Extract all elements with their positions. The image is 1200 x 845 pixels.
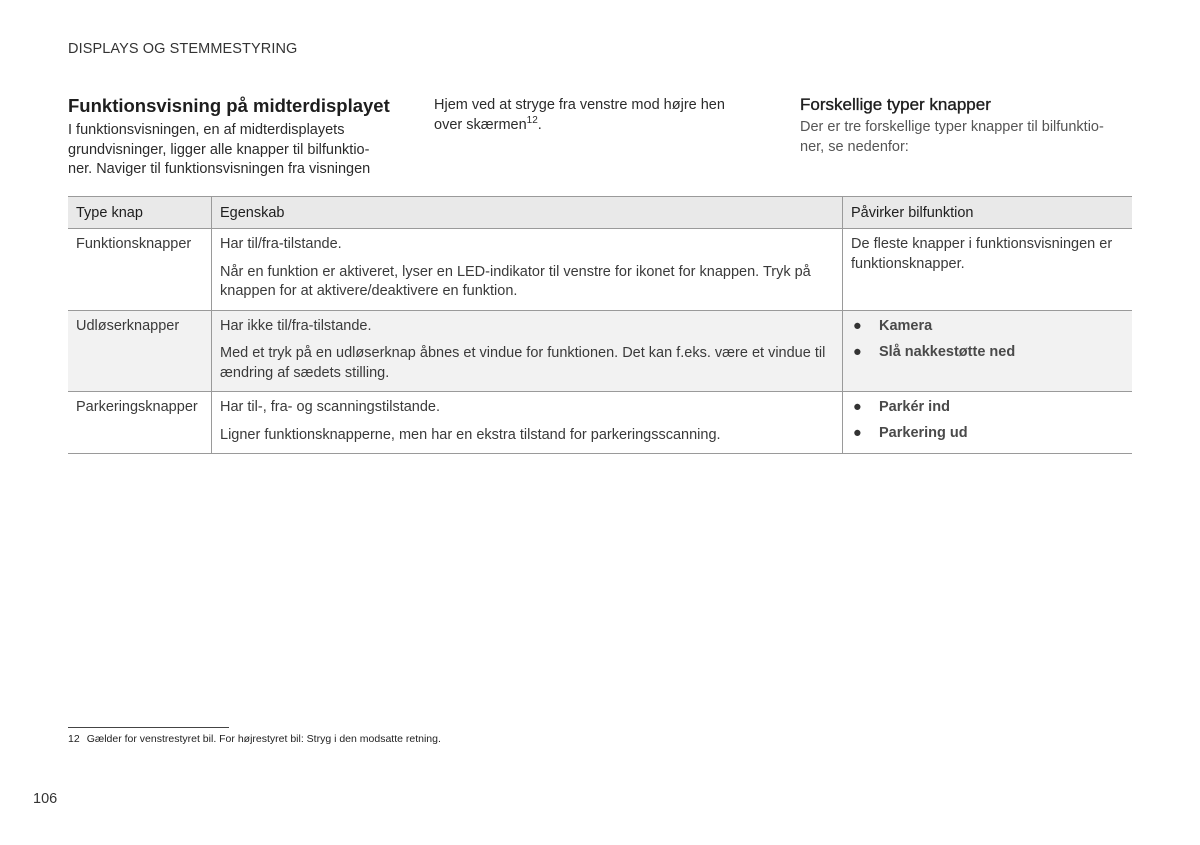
intro-line: Hjem ved at stryge fra venstre mod højre hen (434, 97, 725, 113)
list-item (851, 317, 1124, 337)
footnote-number: 12 (68, 733, 80, 745)
intro-line: ner. Naviger til funktionsvisningen fra visningen (68, 161, 371, 177)
bullet-icon: ● (853, 399, 862, 415)
table-header-row (68, 197, 1132, 229)
bullet-icon: ● (853, 343, 862, 360)
button-types-table (68, 196, 1132, 454)
types-line: Der er tre forskellige typer knapper til bilfunktio- (800, 119, 1104, 135)
table-row (68, 229, 1132, 311)
column-header-type: Type knap (68, 197, 212, 229)
bullet-icon: ● (853, 317, 862, 334)
footnote-divider (68, 727, 229, 728)
list-item (851, 343, 1124, 363)
property-text: Har til/fra-tilstande. (220, 236, 342, 252)
cell-type: Udløserknapper (68, 310, 212, 392)
types-column (800, 94, 1130, 157)
property-text: Ligner funktionsknapperne, men har en ekstra tilstand for parkeringsscanning. (220, 426, 721, 443)
list-item (851, 424, 1124, 444)
intro-line: over skærmen (434, 116, 527, 133)
cell-type: Funktionsknapper (68, 229, 212, 311)
intro-text-1 (68, 121, 398, 180)
intro-punctuation: . (537, 116, 542, 133)
property-text: Med et tryk på en udløserknap åbnes et vindue for funktionen. Det kan f.eks. være et vindue til ændring af sædets stilling. (220, 345, 826, 381)
types-description (800, 118, 1130, 157)
property-text: Når en funktion er aktiveret, lyser en LED-indikator til venstre for ikonet for knappen. Tryk på knappen for at aktivere/deaktivere en funktion. (220, 263, 811, 299)
section-header: DISPLAYS OG STEMMESTYRING (68, 41, 298, 57)
page-number: 106 (33, 791, 58, 807)
intro-line: I funktionsvisningen, en af midterdisplayets (68, 122, 345, 138)
intro-text-2 (434, 96, 764, 135)
bullet-icon: ● (853, 425, 862, 441)
page-title: Funktionsvisning på midterdisplayet (68, 95, 390, 116)
table-row (68, 310, 1132, 392)
cell-property (212, 310, 843, 392)
column-header-property: Egenskab (212, 197, 843, 229)
property-text: Har ikke til/fra-tilstande. (220, 317, 372, 334)
list-item-label: Kamera (879, 317, 933, 334)
footnote-ref: 12 (526, 114, 538, 126)
table-row (68, 392, 1132, 454)
section-subtitle: Forskellige typer knapper (800, 95, 991, 114)
cell-affects (843, 392, 1133, 454)
intro-column-2 (434, 96, 764, 135)
cell-property (212, 229, 843, 311)
footnote (68, 733, 441, 745)
property-text: Har til-, fra- og scanningstilstande. (220, 399, 441, 415)
list-item (851, 398, 1124, 418)
cell-affects: De fleste knapper i funktionsvisningen er funktionsknapper. (843, 229, 1133, 311)
intro-line: grundvisninger, ligger alle knapper til bilfunktio- (68, 141, 370, 158)
affects-list (851, 317, 1124, 363)
column-header-affects: Påvirker bilfunktion (843, 197, 1133, 229)
intro-column-1 (68, 94, 398, 180)
affects-list (851, 398, 1124, 444)
types-line: ner, se nedenfor: (800, 138, 909, 155)
list-item-label: Parkering ud (879, 425, 968, 441)
list-item-label: Slå nakkestøtte ned (879, 343, 1016, 360)
cell-type: Parkeringsknapper (68, 392, 212, 454)
list-item-label: Parkér ind (879, 399, 950, 415)
cell-property (212, 392, 843, 454)
cell-affects (843, 310, 1133, 392)
footnote-text: Gælder for venstrestyret bil. For højrestyret bil: Stryg i den modsatte retning. (86, 733, 441, 745)
